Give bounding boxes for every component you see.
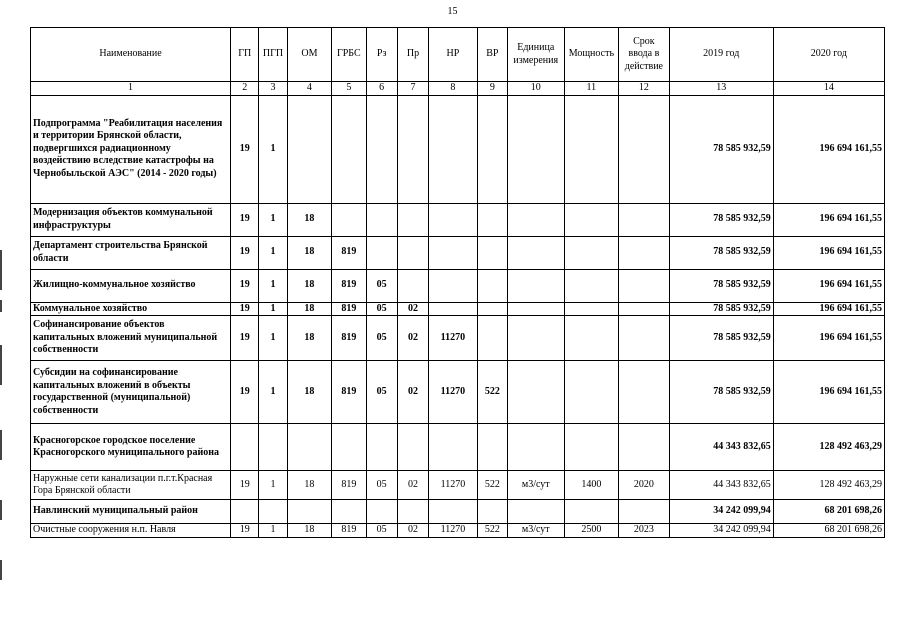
gp-cell: 19 [231,95,259,203]
nr-cell [429,302,478,316]
row-name: Наружные сети канализации п.г.т.Красная Гора Брянской области [31,471,231,500]
rz-cell [366,236,397,269]
grbs-cell: 819 [332,269,366,302]
column-number: 2 [231,82,259,96]
om-cell [287,500,331,524]
table-row [31,524,885,538]
rz-cell: 05 [366,524,397,538]
deadline-cell [619,203,670,236]
page-number: 15 [447,6,458,17]
gp-cell: 19 [231,316,259,361]
gp-cell: 19 [231,236,259,269]
scan-edge-mark [0,250,2,290]
amount-2020: 68 201 698,26 [773,524,884,538]
unit-cell [507,424,564,471]
nr-cell [429,95,478,203]
unit-cell [507,316,564,361]
om-cell: 18 [287,361,331,424]
vr-cell: 522 [477,471,507,500]
table-row [31,500,885,524]
column-number: 14 [773,82,884,96]
grbs-cell: 819 [332,236,366,269]
gp-cell: 19 [231,269,259,302]
amount-2020: 196 694 161,55 [773,269,884,302]
om-cell: 18 [287,471,331,500]
gp-cell: 19 [231,524,259,538]
deadline-cell [619,269,670,302]
om-cell: 18 [287,203,331,236]
table-row [31,316,885,361]
grbs-cell: 819 [332,471,366,500]
amount-2020: 128 492 463,29 [773,471,884,500]
unit-cell [507,269,564,302]
row-name: Софинансирование объектов капитальных вложений муниципальной собственности [31,316,231,361]
gp-cell: 19 [231,471,259,500]
header-deadline: Срок ввода в действие [619,28,670,82]
power-cell [564,95,619,203]
amount-2020: 196 694 161,55 [773,316,884,361]
pr-cell: 02 [397,524,428,538]
unit-cell [507,203,564,236]
amount-2019: 78 585 932,59 [669,316,773,361]
gp-cell: 19 [231,361,259,424]
header-grbs: ГРБС [332,28,366,82]
vr-cell: 522 [477,361,507,424]
table-row [31,236,885,269]
amount-2020: 196 694 161,55 [773,95,884,203]
deadline-cell [619,95,670,203]
vr-cell: 522 [477,524,507,538]
deadline-cell [619,500,670,524]
grbs-cell: 819 [332,361,366,424]
unit-cell [507,361,564,424]
amount-2020: 196 694 161,55 [773,302,884,316]
amount-2020: 196 694 161,55 [773,203,884,236]
pgp-cell: 1 [259,269,287,302]
pgp-cell [259,500,287,524]
pr-cell [397,95,428,203]
pgp-cell: 1 [259,361,287,424]
vr-cell [477,500,507,524]
row-name: Очистные сооружения н.п. Навля [31,524,231,538]
amount-2019: 78 585 932,59 [669,302,773,316]
column-number: 13 [669,82,773,96]
nr-cell: 11270 [429,316,478,361]
pr-cell [397,500,428,524]
power-cell [564,361,619,424]
rz-cell: 05 [366,316,397,361]
pgp-cell: 1 [259,316,287,361]
nr-cell [429,203,478,236]
pgp-cell: 1 [259,302,287,316]
header-power: Мощность [564,28,619,82]
row-name: Жилищно-коммунальное хозяйство [31,269,231,302]
gp-cell [231,500,259,524]
nr-cell [429,424,478,471]
amount-2019: 44 343 832,65 [669,424,773,471]
pgp-cell [259,424,287,471]
om-cell: 18 [287,524,331,538]
pgp-cell: 1 [259,524,287,538]
amount-2019: 78 585 932,59 [669,203,773,236]
rz-cell: 05 [366,471,397,500]
vr-cell [477,302,507,316]
header-nr: НР [429,28,478,82]
grbs-cell: 819 [332,316,366,361]
vr-cell [477,203,507,236]
pgp-cell: 1 [259,236,287,269]
amount-2020: 68 201 698,26 [773,500,884,524]
om-cell: 18 [287,302,331,316]
gp-cell: 19 [231,302,259,316]
scan-edge-mark [0,500,2,520]
unit-cell: м3/сут [507,524,564,538]
table-row [31,203,885,236]
power-cell [564,236,619,269]
header-unit: Единица измерения [507,28,564,82]
power-cell [564,424,619,471]
column-number: 4 [287,82,331,96]
rz-cell [366,95,397,203]
column-number: 5 [332,82,366,96]
amount-2019: 78 585 932,59 [669,361,773,424]
pr-cell: 02 [397,361,428,424]
rz-cell [366,500,397,524]
table-row [31,361,885,424]
unit-cell [507,500,564,524]
scan-edge-mark [0,430,2,460]
header-pr: Пр [397,28,428,82]
table-row [31,424,885,471]
rz-cell [366,203,397,236]
amount-2020: 128 492 463,29 [773,424,884,471]
header-rz: Рз [366,28,397,82]
gp-cell: 19 [231,203,259,236]
header-2020: 2020 год [773,28,884,82]
power-cell [564,269,619,302]
column-number: 9 [477,82,507,96]
amount-2019: 34 242 099,94 [669,500,773,524]
nr-cell: 11270 [429,361,478,424]
power-cell [564,203,619,236]
header-name: Наименование [31,28,231,82]
scan-edge-mark [0,345,2,385]
amount-2019: 78 585 932,59 [669,269,773,302]
om-cell: 18 [287,316,331,361]
scan-edge-mark [0,300,2,312]
column-number: 6 [366,82,397,96]
vr-cell [477,269,507,302]
power-cell [564,316,619,361]
grbs-cell: 819 [332,524,366,538]
grbs-cell: 819 [332,302,366,316]
column-number: 8 [429,82,478,96]
table-row [31,471,885,500]
rz-cell: 05 [366,302,397,316]
row-name: Коммунальное хозяйство [31,302,231,316]
amount-2019: 44 343 832,65 [669,471,773,500]
budget-table [30,27,885,538]
power-cell: 1400 [564,471,619,500]
gp-cell [231,424,259,471]
grbs-cell [332,500,366,524]
table-row [31,269,885,302]
power-cell: 2500 [564,524,619,538]
rz-cell: 05 [366,361,397,424]
power-cell [564,500,619,524]
row-name: Подпрограмма "Реабилитация населения и территории Брянской области, подвергшихся радиационному воздействию вследствие катастрофы на Чернобыльской АЭС" (2014 - 2020 годы) [31,95,231,203]
om-cell: 18 [287,269,331,302]
om-cell: 18 [287,236,331,269]
column-number: 3 [259,82,287,96]
deadline-cell [619,424,670,471]
grbs-cell [332,203,366,236]
rz-cell [366,424,397,471]
deadline-cell [619,361,670,424]
vr-cell [477,316,507,361]
power-cell [564,302,619,316]
amount-2020: 196 694 161,55 [773,236,884,269]
column-number: 12 [619,82,670,96]
deadline-cell [619,316,670,361]
deadline-cell [619,236,670,269]
nr-cell: 11270 [429,471,478,500]
vr-cell [477,236,507,269]
amount-2019: 78 585 932,59 [669,236,773,269]
row-name: Красногорское городское поселение Красногорского муниципального района [31,424,231,471]
deadline-cell: 2020 [619,471,670,500]
unit-cell: м3/сут [507,471,564,500]
column-number: 10 [507,82,564,96]
header-row [31,28,885,82]
column-number: 11 [564,82,619,96]
amount-2020: 196 694 161,55 [773,361,884,424]
header-om: ОМ [287,28,331,82]
deadline-cell: 2023 [619,524,670,538]
pr-cell [397,203,428,236]
unit-cell [507,236,564,269]
row-name: Субсидии на софинансирование капитальных вложений в объекты государственной (муниципальной) собственности [31,361,231,424]
amount-2019: 34 242 099,94 [669,524,773,538]
vr-cell [477,95,507,203]
nr-cell [429,236,478,269]
table-row [31,302,885,316]
nr-cell [429,500,478,524]
nr-cell: 11270 [429,524,478,538]
vr-cell [477,424,507,471]
header-gp: ГП [231,28,259,82]
scan-edge-mark [0,560,2,580]
column-number-row [31,82,885,96]
pr-cell: 02 [397,471,428,500]
pgp-cell: 1 [259,95,287,203]
pgp-cell: 1 [259,471,287,500]
row-name: Навлинский муниципальный район [31,500,231,524]
pr-cell: 02 [397,316,428,361]
row-name: Департамент строительства Брянской области [31,236,231,269]
pgp-cell: 1 [259,203,287,236]
deadline-cell [619,302,670,316]
header-2019: 2019 год [669,28,773,82]
grbs-cell [332,424,366,471]
om-cell [287,424,331,471]
row-name: Модернизация объектов коммунальной инфраструктуры [31,203,231,236]
header-pgp: ПГП [259,28,287,82]
table-row [31,95,885,203]
pr-cell [397,236,428,269]
rz-cell: 05 [366,269,397,302]
unit-cell [507,302,564,316]
column-number: 7 [397,82,428,96]
header-vr: ВР [477,28,507,82]
column-number: 1 [31,82,231,96]
unit-cell [507,95,564,203]
nr-cell [429,269,478,302]
om-cell [287,95,331,203]
pr-cell [397,424,428,471]
pr-cell: 02 [397,302,428,316]
amount-2019: 78 585 932,59 [669,95,773,203]
grbs-cell [332,95,366,203]
pr-cell [397,269,428,302]
